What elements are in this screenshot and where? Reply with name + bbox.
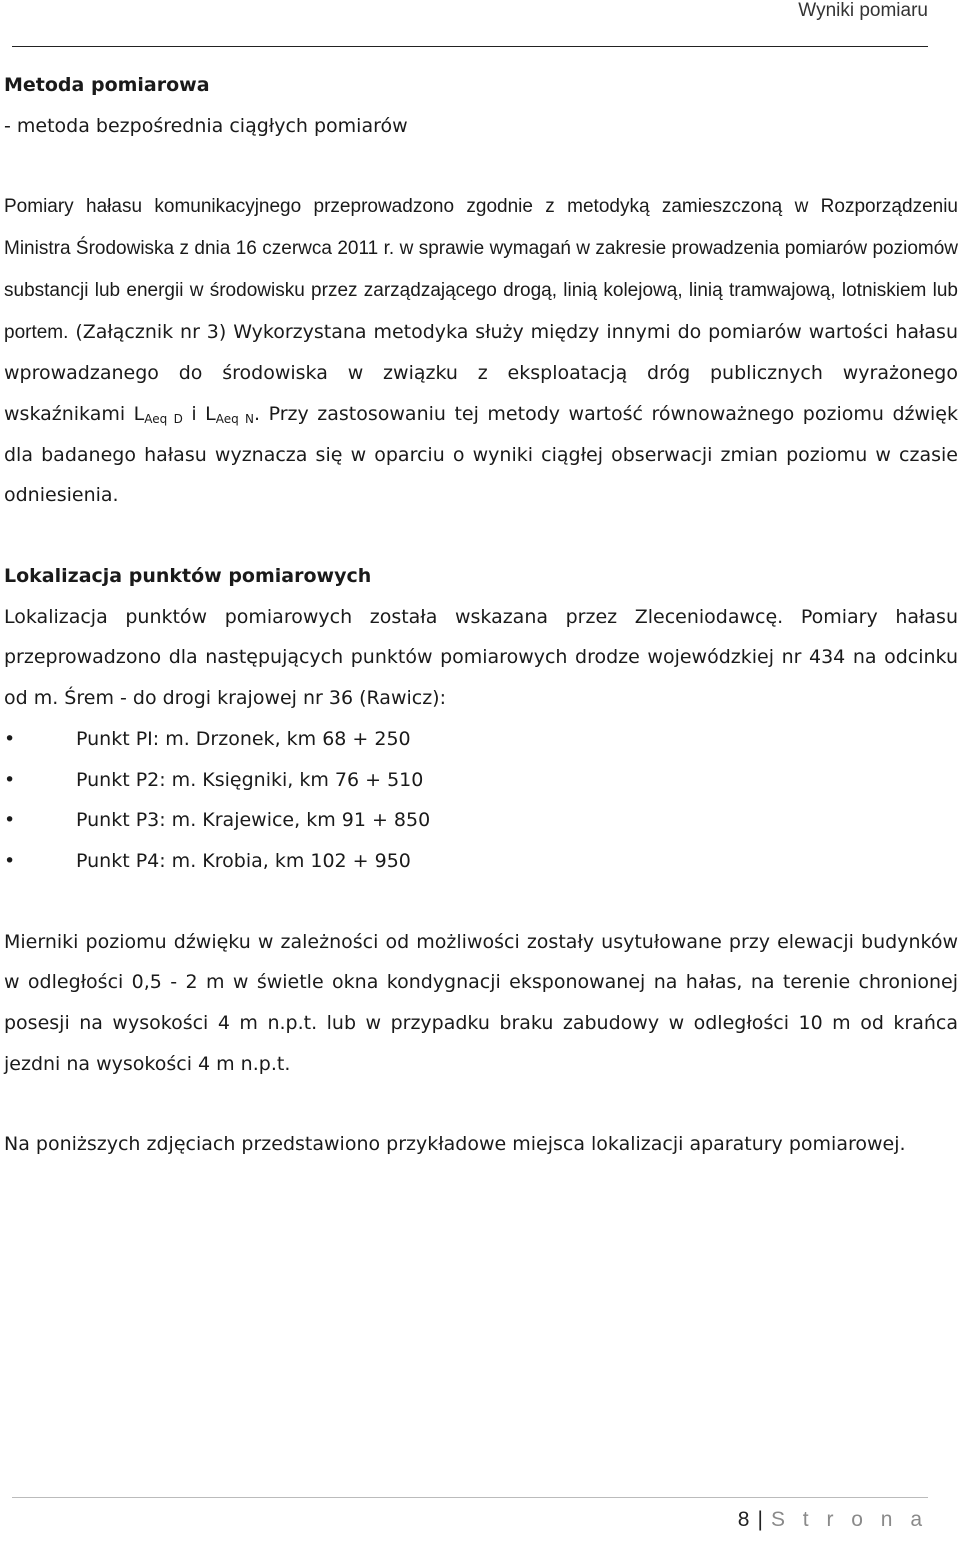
paragraph-photos-intro: Na poniższych zdjęciach przedstawiono przykładowe miejsca lokalizacji aparatury pomiarowej. bbox=[4, 1133, 906, 1156]
footer-separator: | bbox=[757, 1508, 763, 1531]
bullet-icon: • bbox=[4, 849, 16, 872]
spacer bbox=[4, 1084, 958, 1124]
list-item bbox=[4, 800, 958, 841]
point-label: Punkt P2: m. Księgniki, km 76 + 510 bbox=[76, 768, 424, 791]
footer-page-label: S t r o n a bbox=[770, 1508, 928, 1531]
spacer bbox=[4, 146, 958, 186]
index-subscript-night: Aeq N bbox=[215, 411, 255, 426]
point-label: Punkt PI: m. Drzonek, km 68 + 250 bbox=[76, 727, 411, 750]
method-description: - metoda bezpośrednia ciągłych pomiarów bbox=[4, 114, 408, 137]
bullet-icon: • bbox=[4, 727, 16, 750]
bullet-icon: • bbox=[4, 809, 16, 832]
regulation-text: Pomiary hałasu komunikacyjnego przeprowadzono zgodnie z metodyką zamieszczoną w Rozporządzeniu Ministra Środowiska z dnia 16 czerwca 2011 r. w sprawie wymagań w zakresie prowadzenia pomiarów poziomów substancji lub energii w środowisku przez zarządzającego drogą, linią kolejową, linią tramwajową, lotniskiem lub portem. bbox=[4, 196, 958, 343]
section-heading-method: Metoda pomiarowa bbox=[4, 74, 210, 96]
index-subscript-day: Aeq D bbox=[144, 411, 183, 426]
paragraph-meter-placement: Mierniki poziomu dźwięku w zależności od możliwości zostały usytułowane przy elewacji budynków w odległości 0,5 - 2 m w świetle okna kondygnacji eksponowanej na hałas, na terenie chronionej posesji na wysokości 4 m n.p.t. lub w przypadku braku zabudowy w odległości 10 m od krańca jezdni na wysokości 4 m n.p.t. bbox=[4, 930, 958, 1075]
page-footer bbox=[738, 1508, 928, 1532]
list-item bbox=[4, 719, 958, 760]
page-number: 8 bbox=[737, 1508, 750, 1531]
measurement-points-list bbox=[4, 719, 958, 882]
point-label: Punkt P3: m. Krajewice, km 91 + 850 bbox=[76, 809, 431, 832]
method-rest-text: . Przy zastosowaniu tej metody wartość równoważnego poziomu dźwięk dla badanego hałasu wyznacza się w oparciu o wyniki ciągłej obserwacji zmian poziomu w czasie odniesienia. bbox=[4, 402, 958, 507]
section-heading-locations: Lokalizacja punktów pomiarowych bbox=[4, 565, 372, 588]
bullet-icon: • bbox=[4, 768, 16, 791]
point-label: Punkt P4: m. Krobia, km 102 + 950 bbox=[76, 849, 411, 872]
document-body bbox=[4, 65, 958, 1165]
page-header-title: Wyniki pomiaru bbox=[798, 0, 928, 21]
locations-description: Lokalizacja punktów pomiarowych została wskazana przez Zleceniodawcę. Pomiary hałasu przeprowadzono dla następujących punktów pomiarowych drodze wojewódzkiej nr 434 na odcinku od m. Śrem - do drogi krajowej nr 36 (Rawicz): bbox=[4, 605, 958, 710]
conjunction-text: i L bbox=[182, 402, 216, 425]
header-divider bbox=[12, 46, 928, 47]
footer-divider bbox=[12, 1497, 928, 1498]
list-item bbox=[4, 841, 958, 882]
annex-text: (Załącznik nr 3) Wykorzystana metodyka służy między innymi do pomiarów wartości hałasu wprowadzanego do środowiska w związku z eksploatacją dróg publicznych wyrażonego wskaźnikami L bbox=[4, 320, 958, 425]
spacer bbox=[4, 516, 958, 556]
paragraph-method-details bbox=[4, 186, 958, 516]
list-item bbox=[4, 760, 958, 801]
spacer bbox=[4, 882, 958, 922]
